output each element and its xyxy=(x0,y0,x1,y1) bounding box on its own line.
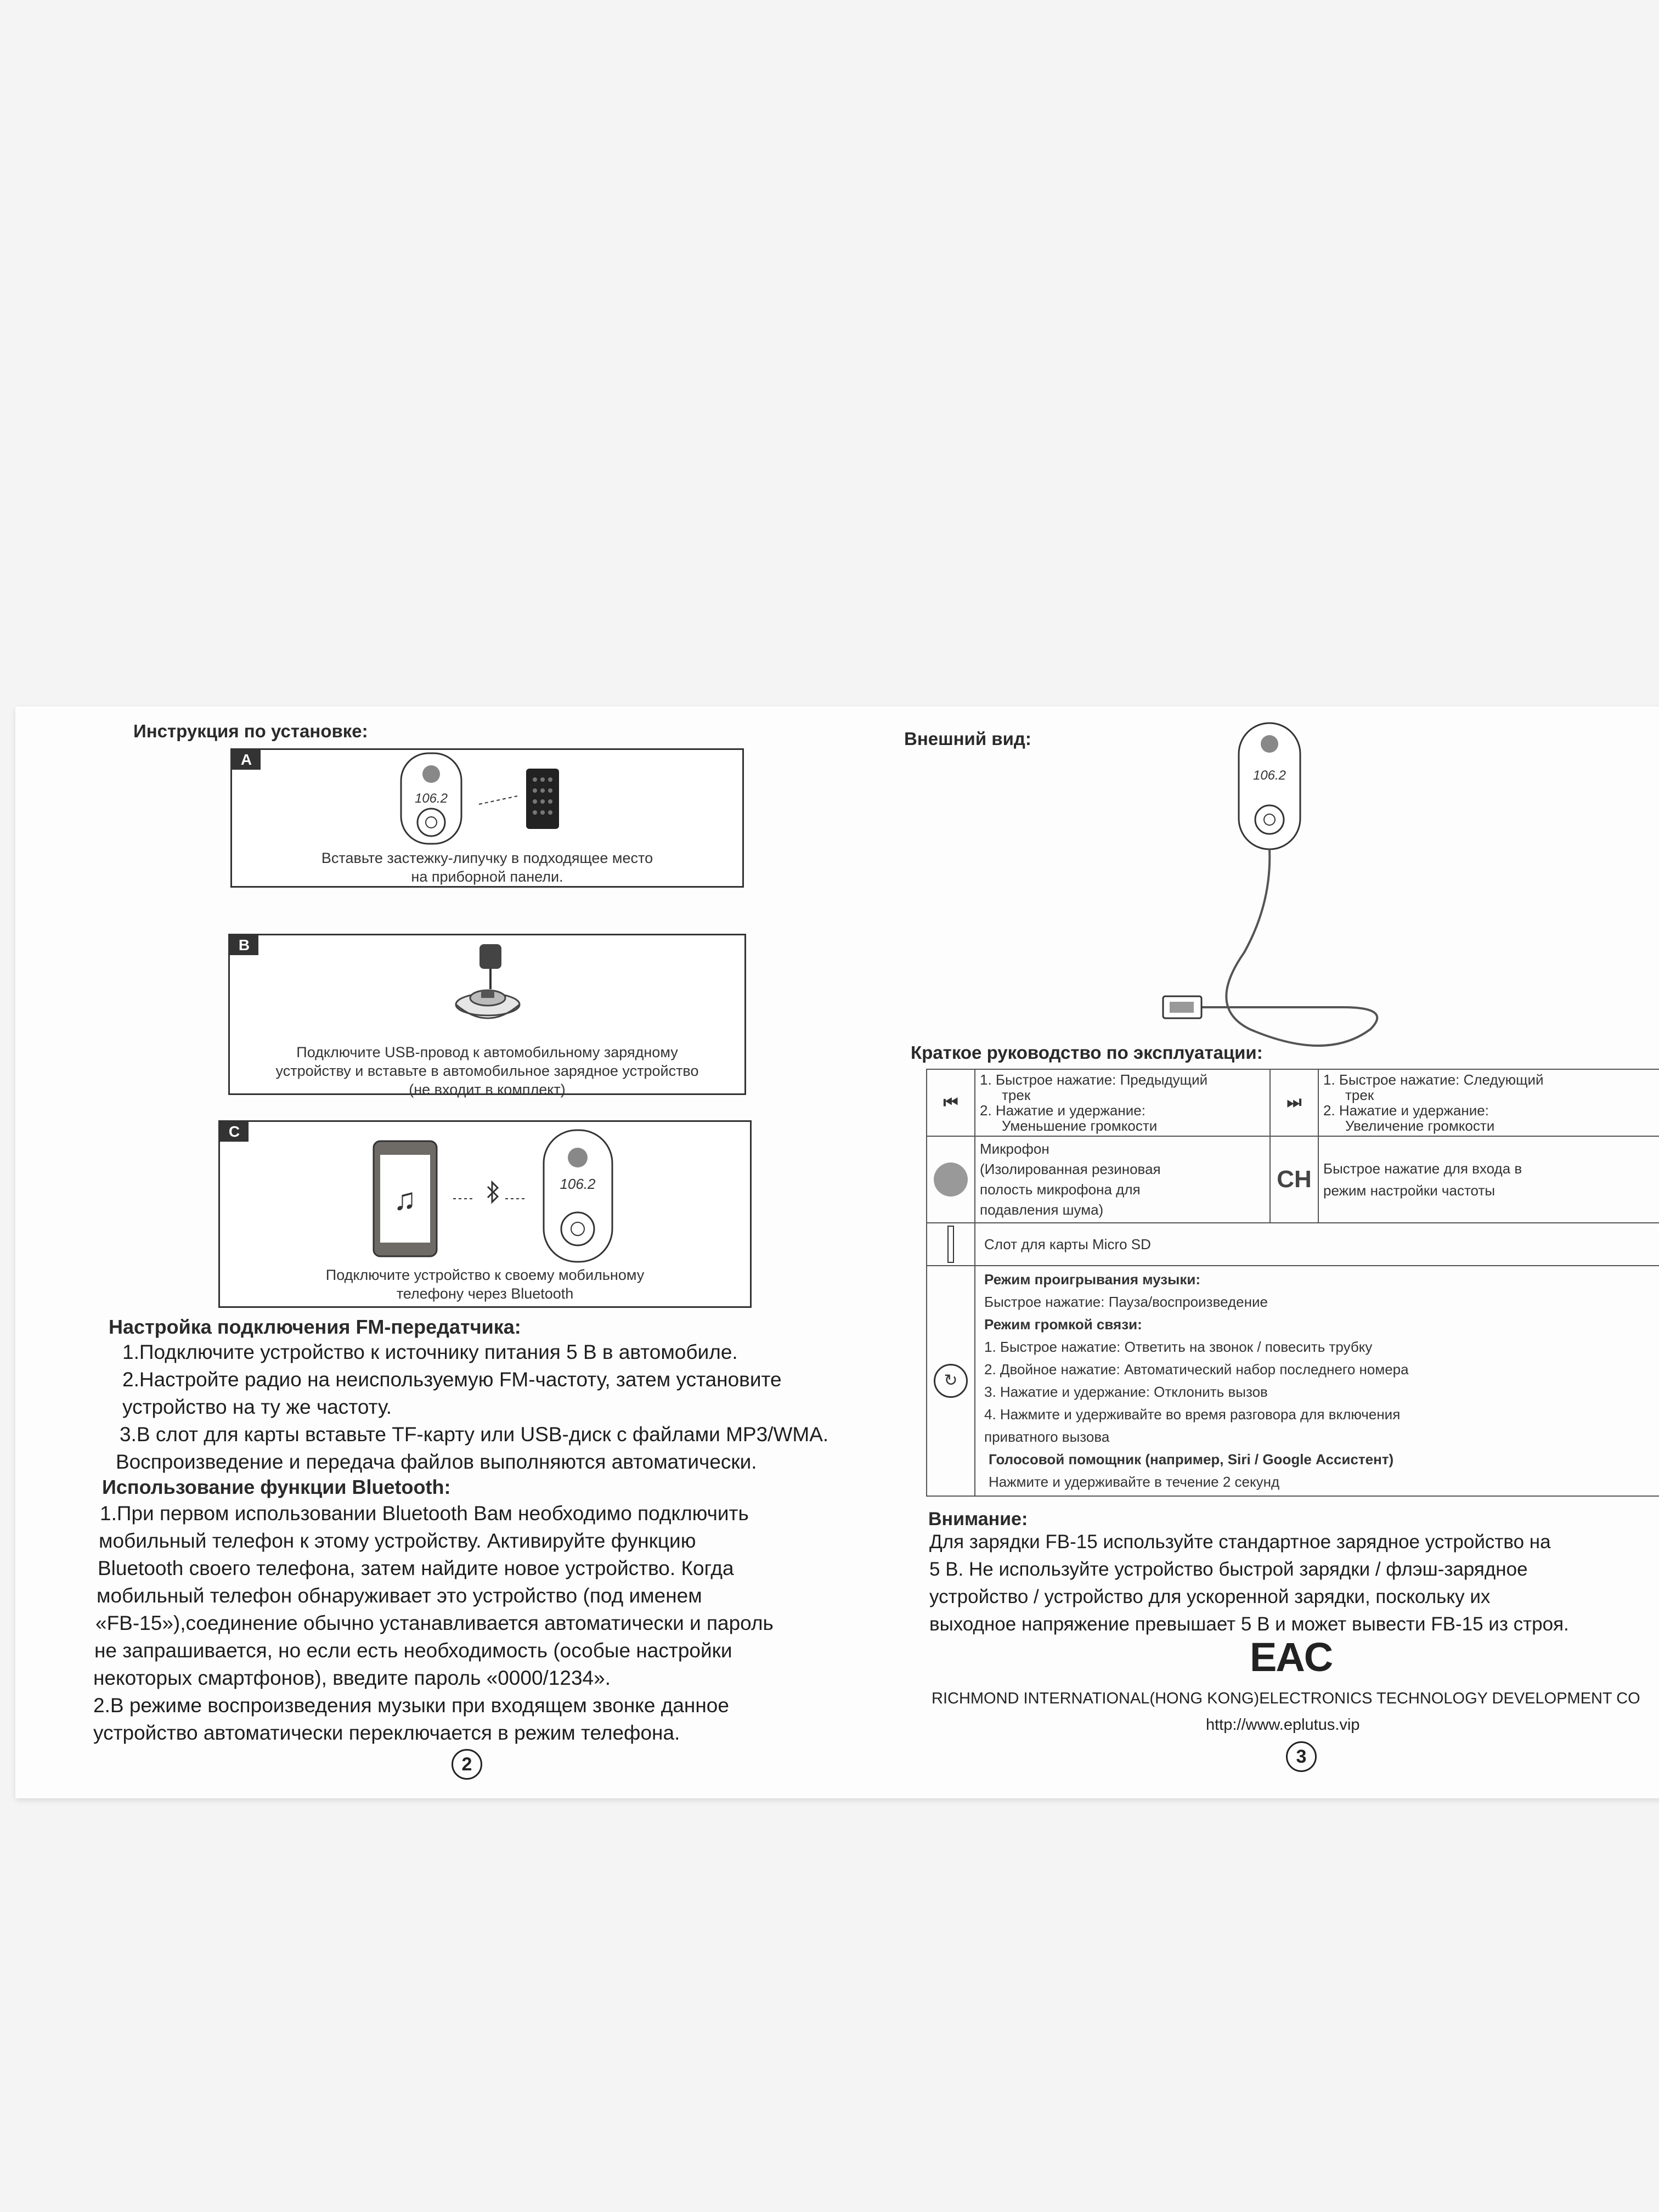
bluetooth-title: Использование функции Bluetooth: xyxy=(102,1476,451,1498)
call-line: 1. Быстрое нажатие: Ответить на звонок / повесить трубку xyxy=(984,1339,1373,1355)
sd-slot-label: Слот для карты Micro SD xyxy=(975,1223,1659,1266)
table-row xyxy=(927,1223,1659,1266)
prev-track-icon: ⏮ xyxy=(927,1069,975,1136)
bluetooth-text xyxy=(93,1500,894,1747)
quick-guide-table xyxy=(926,1069,1659,1497)
call-line: 3. Нажатие и удержание: Отклонить вызов xyxy=(984,1384,1268,1400)
page-number-right: 3 xyxy=(1286,1741,1317,1772)
bt-line: мобильный телефон обнаруживает это устройство (под именем xyxy=(97,1584,702,1607)
step-caption: Подключите устройство к своему мобильному xyxy=(325,1267,645,1283)
next-track-icon: ⏭ xyxy=(1270,1069,1318,1136)
attention-title: Внимание: xyxy=(928,1509,1028,1530)
fm-line: 2.Настройте радио на неиспользуемую FM-частоту, затем установите xyxy=(122,1368,782,1391)
bluetooth-pairing-illustration xyxy=(368,1127,631,1267)
company-name: RICHMOND INTERNATIONAL(HONG KONG)ELECTRONICS TECHNOLOGY DEVELOPMENT CO xyxy=(932,1690,1640,1707)
website-link[interactable]: http://www.eplutus.vip xyxy=(1206,1716,1360,1734)
call-mode-title: Режим громкой связи: xyxy=(984,1316,1142,1333)
appearance-title: Внешний вид: xyxy=(904,729,1031,749)
device-display: 106.2 xyxy=(560,1176,596,1192)
next-line: Увеличение громкости xyxy=(1345,1118,1495,1134)
ch-button-label: CH xyxy=(1270,1136,1318,1223)
music-mode-title: Режим проигрывания музыки: xyxy=(984,1271,1201,1288)
bt-line: 1.При первом использовании Bluetooth Вам необходимо подключить xyxy=(100,1502,749,1525)
call-line: приватного вызова xyxy=(984,1429,1110,1445)
install-step-b xyxy=(228,934,746,1098)
svg-text:♫: ♫ xyxy=(393,1182,416,1216)
music-mode-text: Быстрое нажатие: Пауза/воспроизведение xyxy=(984,1294,1268,1310)
page-number-left: 2 xyxy=(452,1749,482,1780)
fm-line: устройство на ту же частоту. xyxy=(122,1396,392,1418)
step-caption: устройству и вставьте в автомобильное зарядное устройство xyxy=(275,1063,699,1079)
manual-sheet xyxy=(15,707,1659,1798)
eac-mark: EAC xyxy=(1250,1634,1333,1680)
next-line: трек xyxy=(1345,1087,1374,1103)
install-step-a xyxy=(230,748,744,888)
sd-slot-icon xyxy=(947,1226,954,1263)
step-caption: телефону через Bluetooth xyxy=(396,1285,574,1302)
step-label: C xyxy=(220,1122,249,1142)
table-row xyxy=(927,1069,1659,1136)
call-line: 4. Нажмите и удерживайте во время разговора для включения xyxy=(984,1406,1401,1423)
bt-line: устройство автоматически переключается в режим телефона. xyxy=(93,1722,680,1744)
step-label: A xyxy=(232,750,261,770)
svg-text:106.2: 106.2 xyxy=(1252,768,1286,783)
bt-line: Bluetooth своего телефона, затем найдите новое устройство. Когда xyxy=(98,1557,734,1579)
attention-line: устройство / устройство для ускоренной зарядки, поскольку их xyxy=(929,1586,1491,1607)
mic-line: подавления шума) xyxy=(980,1201,1104,1218)
next-line: 2. Нажатие и удержание: xyxy=(1323,1102,1489,1119)
ch-line: Быстрое нажатие для входа в xyxy=(1323,1160,1522,1177)
svg-text:106.2: 106.2 xyxy=(414,791,448,806)
step-caption: Подключите USB-провод к автомобильному зарядному xyxy=(296,1044,678,1060)
fm-line: 1.Подключите устройство к источнику питания 5 В в автомобиле. xyxy=(122,1341,738,1363)
table-row xyxy=(927,1266,1659,1496)
call-line: 2. Двойное нажатие: Автоматический набор последнего номера xyxy=(984,1361,1409,1378)
fm-title: Настройка подключения FM-передатчика: xyxy=(109,1316,521,1338)
mic-line: полость микрофона для xyxy=(980,1181,1141,1198)
microphone-icon xyxy=(934,1163,968,1197)
car-charger-illustration xyxy=(449,939,526,1032)
install-title: Инструкция по установке: xyxy=(133,721,368,741)
step-caption: Вставьте застежку-липучку в подходящее место xyxy=(321,850,653,866)
attention-line: Для зарядки FB-15 используйте стандартное зарядное устройство на xyxy=(929,1531,1551,1553)
quick-guide-title: Краткое руководство по эксплуатации: xyxy=(911,1042,1263,1063)
device-velcro-illustration xyxy=(397,752,583,845)
bt-line: 2.В режиме воспроизведения музыки при входящем звонке данное xyxy=(93,1694,729,1717)
prev-line: трек xyxy=(1002,1087,1031,1103)
mic-line: (Изолированная резиновая xyxy=(980,1161,1161,1177)
device-appearance-illustration xyxy=(1162,722,1392,1057)
multifunction-button-icon: ↻ xyxy=(934,1364,968,1398)
bt-line: не запрашивается, но если есть необходимость (особые настройки xyxy=(94,1639,732,1662)
step-label: B xyxy=(230,935,258,955)
install-step-c xyxy=(218,1120,752,1308)
next-line: 1. Быстрое нажатие: Следующий xyxy=(1323,1071,1544,1088)
fm-text xyxy=(106,1339,885,1476)
assistant-text: Нажмите и удерживайте в течение 2 секунд xyxy=(989,1474,1280,1490)
fm-line: Воспроизведение и передача файлов выполняются автоматически. xyxy=(116,1451,757,1473)
table-row xyxy=(927,1136,1659,1223)
prev-line: 2. Нажатие и удержание: xyxy=(980,1102,1146,1119)
attention-text xyxy=(929,1528,1659,1638)
prev-line: 1. Быстрое нажатие: Предыдущий xyxy=(980,1071,1208,1088)
bt-line: некоторых смартфонов), введите пароль «0000/1234». xyxy=(93,1667,611,1689)
step-caption: на приборной панели. xyxy=(411,868,563,885)
prev-line: Уменьшение громкости xyxy=(1002,1118,1158,1134)
step-caption: (не входит в комплект) xyxy=(409,1081,566,1098)
bt-line: «FB-15»),соединение обычно устанавливается автоматически и пароль xyxy=(95,1612,774,1634)
fm-line: 3.В слот для карты вставьте TF-карту или USB-диск с файлами MP3/WMA. xyxy=(120,1423,829,1446)
ch-line: режим настройки частоты xyxy=(1323,1182,1496,1199)
bt-line: мобильный телефон к этому устройству. Активируйте функцию xyxy=(99,1530,696,1552)
attention-line: выходное напряжение превышает 5 В и может вывести FB-15 из строя. xyxy=(929,1613,1569,1635)
mic-line: Микрофон xyxy=(980,1141,1049,1157)
assistant-title: Голосовой помощник (например, Siri / Google Ассистент) xyxy=(989,1451,1394,1468)
attention-line: 5 В. Не используйте устройство быстрой зарядки / флэш-зарядное xyxy=(929,1559,1528,1580)
